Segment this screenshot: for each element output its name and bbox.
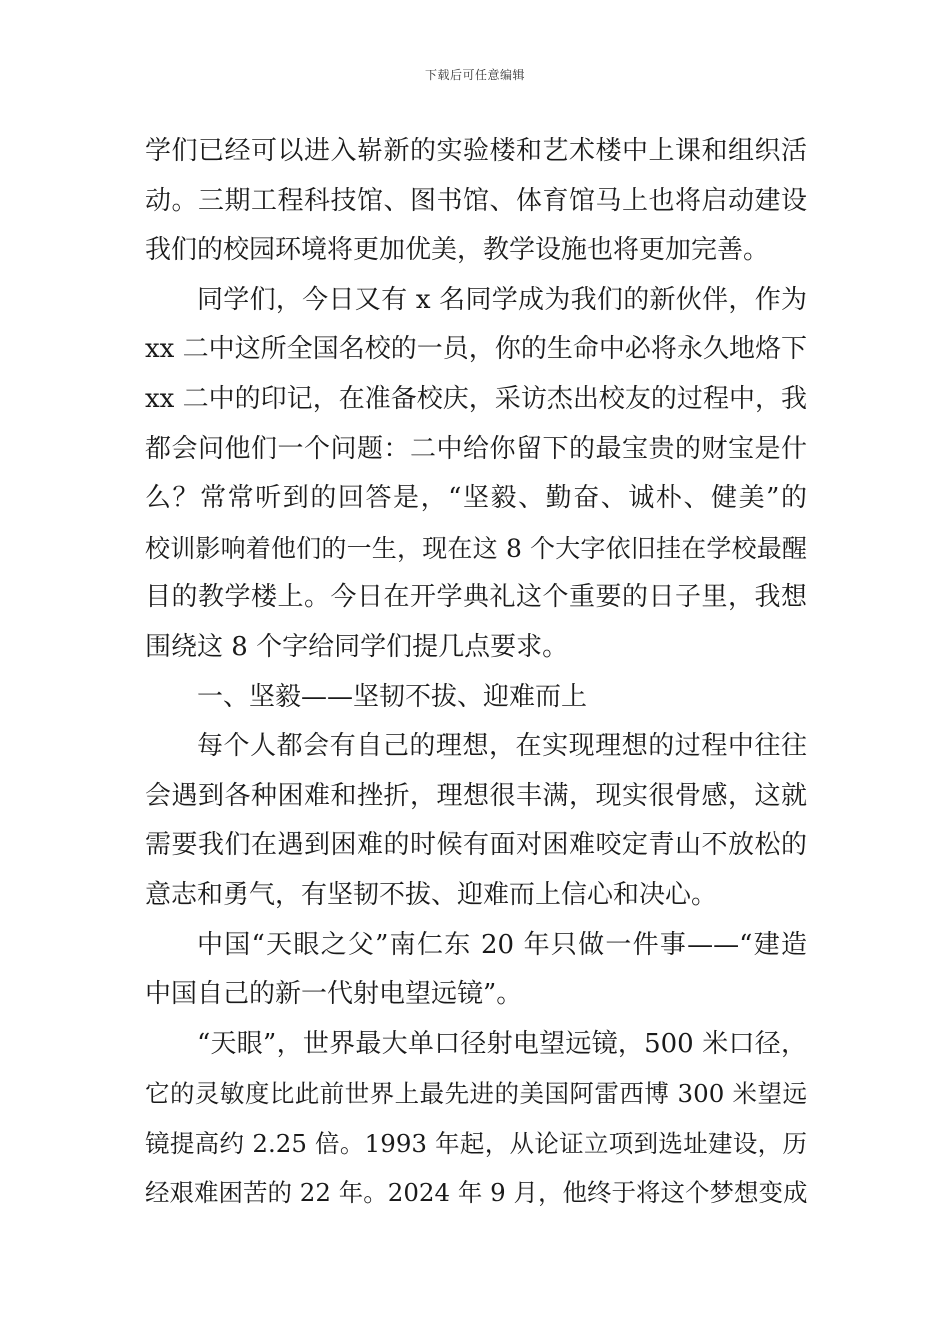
text-line: 意志和勇气，有坚韧不拔、迎难而上信心和决心。: [145, 879, 718, 910]
text-line: 它的灵敏度比此前世界上最先进的美国阿雷西博 300 米望远: [145, 1079, 807, 1109]
text-line: 校训影响着他们的一生，现在这 8 个大字依旧挂在学校最醒: [145, 533, 807, 563]
text-line: 一、坚毅——坚韧不拔、迎难而上: [197, 681, 588, 712]
text-line: 中国“天眼之父”南仁东 20 年只做一件事——“建造: [197, 929, 807, 960]
text-line: 目的教学楼上。今日在开学典礼这个重要的日子里，我想: [145, 582, 807, 613]
text-line: 需要我们在遇到困难的时候有面对困难咬定青山不放松的: [145, 830, 807, 861]
text-line: 同学们，今日又有 x 名同学成为我们的新伙伴，作为: [197, 284, 807, 315]
text-line: 我们的校园环境将更加优美，教学设施也将更加完善。: [145, 235, 770, 266]
text-line: 会遇到各种困难和挫折，理想很丰满，现实很骨感，这就: [145, 780, 807, 811]
page-header: 下载后可任意编辑: [424, 68, 525, 82]
text-line: xx 二中这所全国名校的一员，你的生命中必将永久地烙下: [145, 334, 807, 365]
body-text: [145, 127, 807, 1218]
text-line: 动。三期工程科技馆、图书馆、体育馆马上也将启动建设: [145, 185, 807, 216]
text-line: 镜提高约 2.25 倍。1993 年起，从论证立项到选址建设，历: [145, 1128, 807, 1158]
text-line: 中国自己的新一代射电望远镜”。: [145, 979, 523, 1010]
text-line: 都会问他们一个问题：二中给你留下的最宝贵的财宝是什: [145, 433, 807, 464]
text-line: “天眼”，世界最大单口径射电望远镜，500 米口径，: [197, 1028, 807, 1059]
text-line: 经艰难困苦的 22 年。2024 年 9 月，他终于将这个梦想变成: [145, 1178, 808, 1208]
text-line: 围绕这 8 个字给同学们提几点要求。: [145, 631, 569, 662]
text-line: 么？常常听到的回答是，“坚毅、勤奋、诚朴、健美”的: [145, 483, 807, 514]
text-line: 学们已经可以进入崭新的实验楼和艺术楼中上课和组织活: [145, 136, 807, 166]
text-line: 每个人都会有自己的理想，在实现理想的过程中往往: [197, 731, 807, 762]
text-line: xx 二中的印记，在准备校庆，采访杰出校友的过程中，我: [145, 383, 807, 414]
